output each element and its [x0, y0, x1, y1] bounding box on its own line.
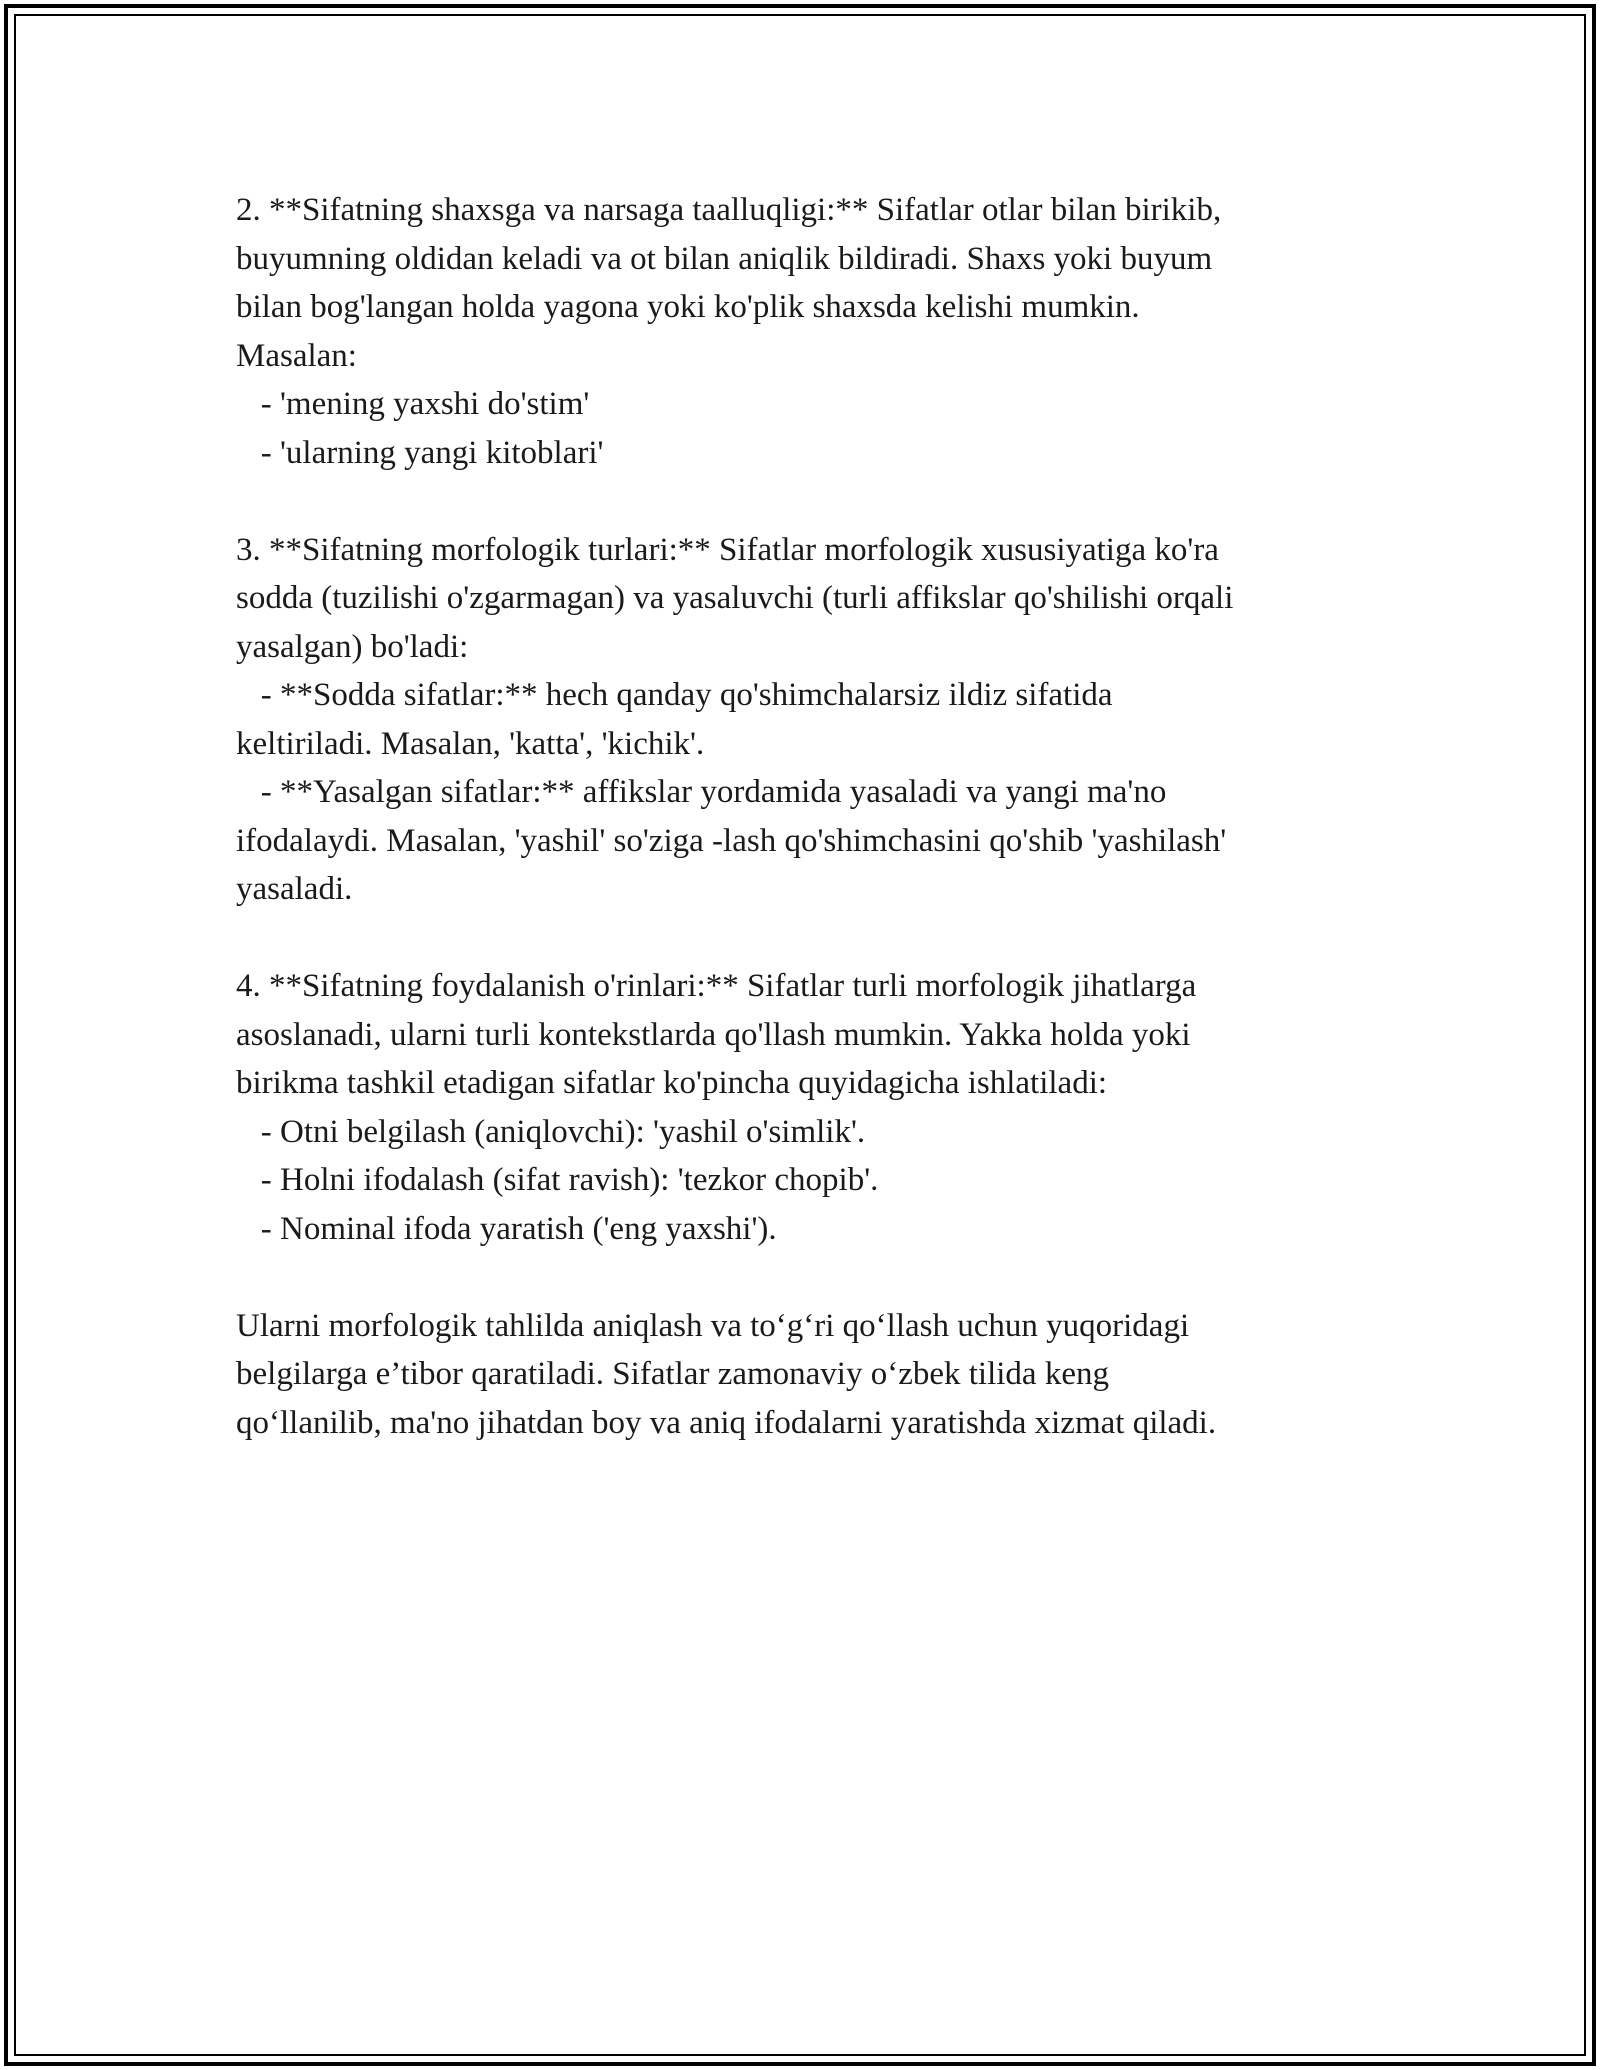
list-item: - Otni belgilash (aniqlovchi): 'yashil o'simlik'. — [236, 1113, 866, 1150]
paragraph-spacer — [236, 1253, 1386, 1302]
paragraph-spacer — [236, 914, 1386, 963]
list-item: - **Sodda sifatlar:** hech qanday qo'shimchalarsiz ildiz sifatida — [236, 677, 1113, 713]
text-line: keltiriladi. Masalan, 'katta', 'kichik'. — [236, 725, 705, 762]
text-line: asoslanadi, ularni turli kontekstlarda qo'llash mumkin. Yakka holda yoki — [236, 1016, 1191, 1053]
list-item: - **Yasalgan sifatlar:** affikslar yordamida yasaladi va yangi ma'no — [236, 774, 1167, 810]
text-line: 2. **Sifatning shaxsga va narsaga taalluqligi:** Sifatlar otlar bilan birikib, — [236, 192, 1222, 228]
paragraph-spacer — [236, 477, 1386, 526]
text-line: ifodalaydi. Masalan, 'yashil' so'ziga -lash qo'shimchasini qo'shib 'yashilash' — [236, 822, 1227, 859]
section-3-paragraph — [236, 526, 1386, 914]
text-line: Ularni morfologik tahlilda aniqlash va to‘g‘ri qo‘llash uchun yuqoridagi — [236, 1307, 1190, 1344]
text-line: 3. **Sifatning morfologik turlari:** Sifatlar morfologik xususiyatiga ko'ra — [236, 531, 1219, 568]
section-4-paragraph — [236, 962, 1386, 1253]
text-line: qo‘llanilib, ma'no jihatdan boy va aniq ifodalarni yaratishda xizmat qiladi. — [236, 1404, 1217, 1441]
text-line: bilan bog'langan holda yagona yoki ko'plik shaxsda kelishi mumkin. — [236, 289, 1140, 325]
text-line: sodda (tuzilishi o'zgarmagan) va yasaluvchi (turli affikslar qo'shilishi orqali — [236, 580, 1234, 616]
list-item: - Holni ifodalash (sifat ravish): 'tezkor chopib'. — [236, 1162, 879, 1198]
document-body — [236, 186, 1386, 1447]
text-line: 4. **Sifatning foydalanish o'rinlari:** Sifatlar turli morfologik jihatlarga — [236, 968, 1197, 1004]
list-item: - Nominal ifoda yaratish ('eng yaxshi'). — [236, 1210, 777, 1247]
text-line: yasalgan) bo'ladi: — [236, 628, 469, 665]
section-2-paragraph — [236, 186, 1386, 477]
text-line: yasaladi. — [236, 871, 353, 907]
text-line: belgilarga e’tibor qaratiladi. Sifatlar zamonaviy o‘zbek tilida keng — [236, 1356, 1109, 1392]
list-item: - 'ularning yangi kitoblari' — [236, 434, 604, 471]
text-line: buyumning oldidan keladi va ot bilan aniqlik bildiradi. Shaxs yoki buyum — [236, 240, 1213, 277]
list-item: - 'mening yaxshi do'stim' — [236, 386, 590, 422]
conclusion-paragraph — [236, 1302, 1386, 1448]
text-line: Masalan: — [236, 337, 357, 374]
text-line: birikma tashkil etadigan sifatlar ko'pincha quyidagicha ishlatiladi: — [236, 1065, 1108, 1101]
